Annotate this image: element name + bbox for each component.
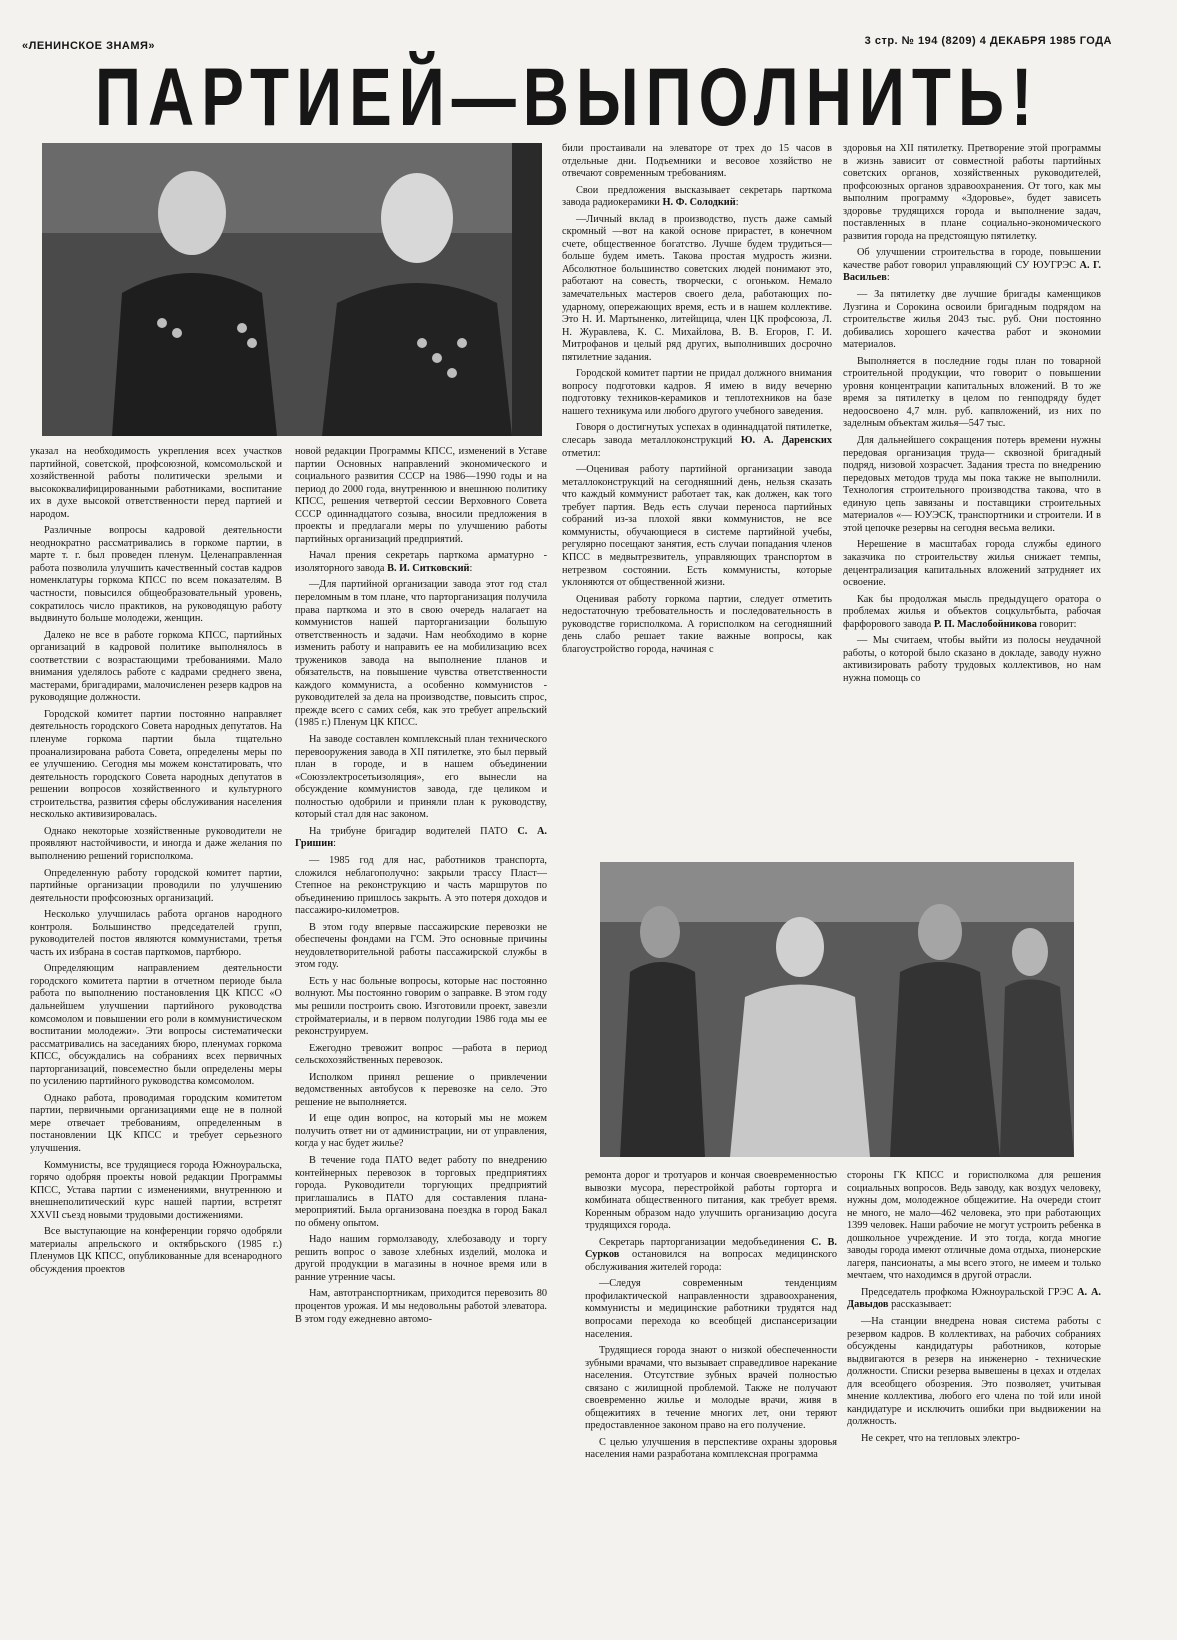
paragraph: На трибуне бригадир водителей ПАТО С. А. Гришин:	[295, 825, 547, 850]
paragraph: С целью улучшения в перспективе охраны здоровья населения нами разработана комплексная программа	[585, 1436, 837, 1461]
paragraph: Об улучшении строительства в городе, повышении качестве работ говорил управляющий СУ ЮУГРЭС А. Г. Васильев:	[843, 247, 1101, 284]
article-column-2	[295, 446, 547, 1586]
paragraph: Городской комитет партии постоянно направляет деятельность городского Совета народных депутатов. На пленуме горкома партии была тщательно проанализирована работа Совета, определены меры по ее улучшению. Сегодня мы можем констатировать, что деятельность городского Совета народных депутатов в решении вопросов хозяйственного и культурного строительства, развития сферы обслуживания населения несколько активизировалась.	[30, 708, 282, 821]
paragraph: Свои предложения высказывает секретарь парткома завода радиокерамики Н. Ф. Солодкий:	[562, 184, 832, 209]
paragraph: —Оценивая работу партийной организации завода металлоконструкций на сегодняшний день, нельзя сказать что каждый коммунист работает так, как должен, как того требует партия. Ведь есть случаи переноса партийных собраний из-за плохой явки коммунистов, не все коммунисты, обучающиеся в системе партийной учебы, регулярно посещают занятия, есть случаи попадания членов КПСС в медвытрезвитель, управляющих транспортом в нетрезвом состоянии. Есть коммунисты, которые уклоняются от общественной жизни.	[562, 464, 832, 589]
paragraph: Все выступающие на конференции горячо одобряли материалы апрельского и октябрьского (1985 г.) Пленумов ЦК КПСС, опубликованные для всенародного обсуждения проектов	[30, 1226, 282, 1275]
paragraph: Далеко не все в работе горкома КПСС, партийных организаций в кадровой политике выполнялось в соответствии с возрастающими требованиями. Мало внимания уделялось работе с кадрами среднего звена, мастерами, бригадирами, малочисленен резерв кадров на руководящие должности.	[30, 629, 282, 704]
paragraph: Городской комитет партии не придал должного внимания вопросу подготовки кадров. Я имею в виду вечерню подготовку техников-керамиков и теплотехников на базе нашего техникума или любого другого учебного заведения.	[562, 368, 832, 417]
paragraph: Однако некоторые хозяйственные руководители не проявляют настойчивости, и иногда и даже желания по выполнению решений горисполкома.	[30, 825, 282, 862]
paragraph: Определенную работу городской комитет партии, партийные организации проводили по улучшению деятельности профсоюзных организаций.	[30, 867, 282, 904]
article-column-1	[30, 446, 282, 1586]
paragraph: Трудящиеся города знают о низкой обеспеченности зубными врачами, что вызывает справедливое нарекание населения. Отсутствие зубных врачей полностью связано с жилищной проблемой. Также не получают своевременно жилье и молодые врачи, живя в общежитиях в течение многих лет, они теряют предоставленное законом право на его получение.	[585, 1345, 837, 1432]
paragraph: Однако работа, проводимая городским комитетом партии, первичными организациями еще не в полной мере отвечает требованиям, определенным в постановлении ЦК КПСС и требует серьезного улучшения.	[30, 1092, 282, 1154]
article-column-5	[585, 1170, 837, 1590]
article-column-4	[843, 143, 1101, 853]
page-headline: ПАРТИЕЙ—ВЫПОЛНИТЬ!	[95, 52, 1040, 143]
issue-info: 3 стр. № 194 (8209) 4 ДЕКАБРЯ 1985 ГОДА	[864, 35, 1112, 47]
photo-crowd	[600, 862, 1074, 1157]
paragraph: Как бы продолжая мысль предыдущего оратора о проблемах жилья и объектов соцкультбыта, рабочая фарфорового завода Р. П. Маслобойникова говорит:	[843, 593, 1101, 630]
paragraph: Секретарь парторганизации медобъединения С. В. Сурков остановился на вопросах медицинского обслуживания жителей города:	[585, 1236, 837, 1273]
paragraph: Оценивая работу горкома партии, следует отметить недостаточную требовательность и последовательность в руководстве горисполкома. А горисполком на сегодняшний день слабо решает такие важные вопросы, как благоустройство города, начиная с	[562, 593, 832, 655]
paragraph: —Следуя современным тенденциям профилактической направленности здравоохранения, коммунисты и медицинские работники трудятся над вопросами перехода ко всеобщей диспансеризации населения.	[585, 1278, 837, 1340]
paragraph: Нам, автотранспортникам, приходится перевозить 80 процентов урожая. И мы недовольны работой элеватора. В этом году ежедневно автомо-	[295, 1288, 547, 1325]
paragraph: На заводе составлен комплексный план технического перевооружения завода в XII пятилетке, это был первый план в городе, и в нашем объединении «Союзэлектросетьизоляция», его вынесли на обсуждение коммунистов завода, где целиком и полностью одобрили и приняли план к руководству, который стал для нас законом.	[295, 734, 547, 821]
paragraph: —На станции внедрена новая система работы с резервом кадров. В коллективах, на рабочих собраниях обсуждены кандидатуры работников, которые выдвигаются в резерв на инженерно - технические должности. Списки резерва вывешены в цехах и отделах для всеобщего обозрения. Это позволяет, учитывая мнение коллектива, любого его члена по той или иной кандидатуре и исключить ошибки при выдвижении на должность.	[847, 1316, 1101, 1428]
paragraph: Надо нашим гормолзаводу, хлебозаводу и торгу решить вопрос о завозе хлебных изделий, молока и другой продукции в магазины в ночное время или в ранние утренние часы.	[295, 1234, 547, 1283]
paragraph: Не секрет, что на тепловых электро-	[861, 1432, 1020, 1444]
paragraph: били простаивали на элеваторе от трех до 15 часов в отдельные дни. Подъемники и весовое хозяйство не отвечают современным требованиям.	[562, 143, 832, 180]
paragraph: ремонта дорог и тротуаров и кончая своевременностью вывозки мусора, перестройкой работы горторга и комбината общественного питания, как требует время. Коренным образом надо улучшить организацию досуга трудящихся города.	[585, 1170, 837, 1232]
paragraph: Нерешение в масштабах города службы единого заказчика по строительству жилья снижает темпы, децентрализация капитальных вложений затрудняет их освоение.	[843, 539, 1101, 589]
paragraph: стороны ГК КПСС и горисполкома для решения социальных вопросов. Ведь заводу, как воздух человеку, нужны дом, молодежное общежитие. На очереди стоит не много, не мало—462 человека, это при работающих 1399 человек. Наши рабочие не могут устроить ребенка в дошкольное учреждение. И это тогда, когда многие заводы города имеют отличные дома отдыха, пионерские лагеря, пансионаты, а мы всего этого, не имеем и только мечтаем, что находимся в другой отрасли.	[847, 1170, 1101, 1282]
paragraph: здоровья на XII пятилетку. Претворение этой программы в жизнь зависит от совместной работы партийных советских органов, хозяйственных руководителей, профсоюзных органов здравоохранения. От того, как мы выполним программу «Здоровье», будет зависеть здоровье трудящихся города и выполнение задач, поставленных в плане социально-экономического развития города на предстоящую пятилетку.	[843, 143, 1101, 242]
paragraph: — За пятилетку две лучшие бригады каменщиков Лузгина и Сорокина освоили бригадным подрядом на строительстве жилья 2043 тыс. руб. Они постоянно добивались хорошего качества работ и экономии материалов.	[843, 289, 1101, 351]
paragraph: Коммунисты, все трудящиеся города Южноуральска, горячо одобряя проекты новой редакции Программы КПСС, Устава партии с изменениями, внутреннюю и внешнеполитический курс нашей партии, встретят XXVII съезд новыми трудовыми достижениями.	[30, 1159, 282, 1221]
paragraph: Различные вопросы кадровой деятельности неоднократно рассматривались в горкоме партии, в марте т. г. был проведен пленум. Целенаправленная работа позволила улучшить качественный состав кадров номенклатуры горкома КПСС по всем показателям. В частности, повысился общеобразовательный уровень, сократилось число практиков, на руководящую работу выдвинуто больше молодежи, женщин.	[30, 525, 282, 625]
paragraph: В течение года ПАТО ведет работу по внедрению контейнерных перевозок в торговых предприятиях города. Руководители торгующих предприятий приглашались в ПАТО для составления плана-мероприятий. Была организована поездка в город Бакал по обмену опытом.	[295, 1154, 547, 1229]
paragraph: Говоря о достигнутых успехах в одиннадцатой пятилетке, слесарь завода металлоконструкций Ю. А. Даренских отметил:	[562, 422, 832, 459]
paragraph: И еще один вопрос, на который мы не можем получить ответ ни от администрации, ни от управления, когда у нас будет жилье?	[295, 1113, 547, 1150]
article-column-3	[562, 143, 832, 853]
paragraph: Выполняется в последние годы план по товарной строительной продукции, что говорит о повышении уровня концентрации капитальных вложений. В то же время за пятилетку в целом по генподряду будет недоосвоено 4,7 млн. руб. капвложений, из них по заделным объектам жилья—547 тыс.	[843, 355, 1101, 430]
paragraph: — 1985 год для нас, работников транспорта, сложился неблагополучно: закрыли трассу Пласт—Степное на реконструкцию и часть маршрутов по объединению пришлось закрыть. А это потеря доходов и пассажиро-километров.	[295, 854, 547, 917]
paragraph: Определяющим направлением деятельности городского комитета партии в отчетном периоде была работа по выполнению постановления ЦК КПСС «О дальнейшем улучшении партийного руководства комсомолом и повышении его роли в коммунистическом воспитании молодежи». Эти вопросы систематически рассматривались на заседаниях бюро, пленумах горкома КПСС, обсуждались на собраниях всех первичных парторганизаций, повсеместно были определены меры по усилению партийного руководства комсомолом.	[30, 963, 282, 1088]
paragraph: В этом году впервые пассажирские перевозки не обеспечены фондами на ГСМ. Это основные причины неудовлетворительной работы пассажирской службы в этом году.	[295, 921, 547, 971]
paper-name: «ЛЕНИНСКОЕ ЗНАМЯ»	[22, 40, 156, 52]
article-column-6	[847, 1170, 1101, 1590]
photo-veterans	[42, 143, 542, 436]
paragraph: — Мы считаем, чтобы выйти из полосы неудачной работы, о которой было сказано в докладе, заводу нужно активизировать работу трудовых коллективов, но нам нужна помощь со	[843, 635, 1101, 684]
paragraph: указал на необходимость укрепления всех участков партийной, советской, профсоюзной, комсомольской и хозяйственной работы политически зрелыми и высококвалифицированными работниками, воспитание их в духе высокой ответственности перед партией и народом.	[30, 446, 282, 520]
paragraph: Начал прения секретарь парткома арматурно - изоляторного завода В. И. Ситковский:	[295, 550, 547, 574]
paragraph: Для дальнейшего сокращения потерь времени нужны передовая организация труда— сквозной бригадный подряд, низовой хозрасчет. Задания треста по внедрению передовых методов труда мы пока также не выполнили. Технология строительного производства такова, что в единую цепь завязаны и поставщики строительных материалов «— ЮУЭСК, транспортники и строители. И в этой цепочке резервы на сегодня весьма велики.	[843, 435, 1101, 534]
paragraph: Есть у нас больные вопросы, которые нас постоянно волнуют. Мы постоянно говорим о заправке. В этом году мы решили построить свою. Изготовили проект, завезли стройматериалы, и в первом полугодии 1986 года мы ее реконструируем.	[295, 975, 547, 1038]
paragraph: Председатель профкома Южноуральской ГРЭС А. А. Давыдов рассказывает:	[847, 1286, 1101, 1311]
paragraph: Исполком принял решение о привлечении ведомственных автобусов к перевозке на село. Это решение не выполняется.	[295, 1071, 547, 1108]
paragraph: —Личный вклад в производство, пусть даже самый скромный —вот на какой основе прирастет, в конечном счете, общественное богатство. Лучше будем трудиться— больше будем иметь. Такова простая мудрость жизни. Абсолютное большинство советских людей понимают это, работают на совесть, творчески, с огоньком. Немало замечательных мастеров своего дела, работающих по-ударному, опережающих время, есть и в нашем коллективе. Это Н. И. Мартыненко, литейщица, член ЦК профсоюза, Л. Н. Журавлева, К. С. Михайлова, В. В. Егоров, Г. И. Митрофанов и целый ряд других, выполнивших досрочно пятилетние задания.	[562, 213, 832, 363]
paragraph: Ежегодно тревожит вопрос —работа в период сельскохозяйственных перевозок.	[295, 1042, 547, 1067]
paragraph: Несколько улучшилась работа органов народного контроля. Большинство председателей групп, руководителей постов являются коммунистами, третья часть их избрана в состав парткомов, партбюро.	[30, 909, 282, 958]
paragraph: —Для партийной организации завода этот год стал переломным в том плане, что парторганизация получила права парткома и это в свою очередь налагает на коммунистов нашей парторганизации большую ответственность и задачи. Нам необходимо в корне изменить работу и направить ее на мобилизацию всех тружеников завода на выполнение планов и обязательств, на повышение чувства ответственности каждого коммуниста, а особенно коммунистов - руководителей за дела на производстве, повысить спрос, прежде всего с самих себя, как это требует апрельский (1985 г.) Пленум ЦК КПСС.	[295, 579, 547, 729]
paragraph: новой редакции Программы КПСС, изменений в Уставе партии Основных направлений экономического и социального развития СССР на 1986—1990 годы и на период до 2000 года, внутреннюю и внешнюю политику КПСС, решения четвертой сессии Верховного Совета СССР одиннадцатого созыва, вносили предложения в проекты и предлагали меры по улучшению работы партийных организаций предприятий.	[295, 446, 547, 545]
